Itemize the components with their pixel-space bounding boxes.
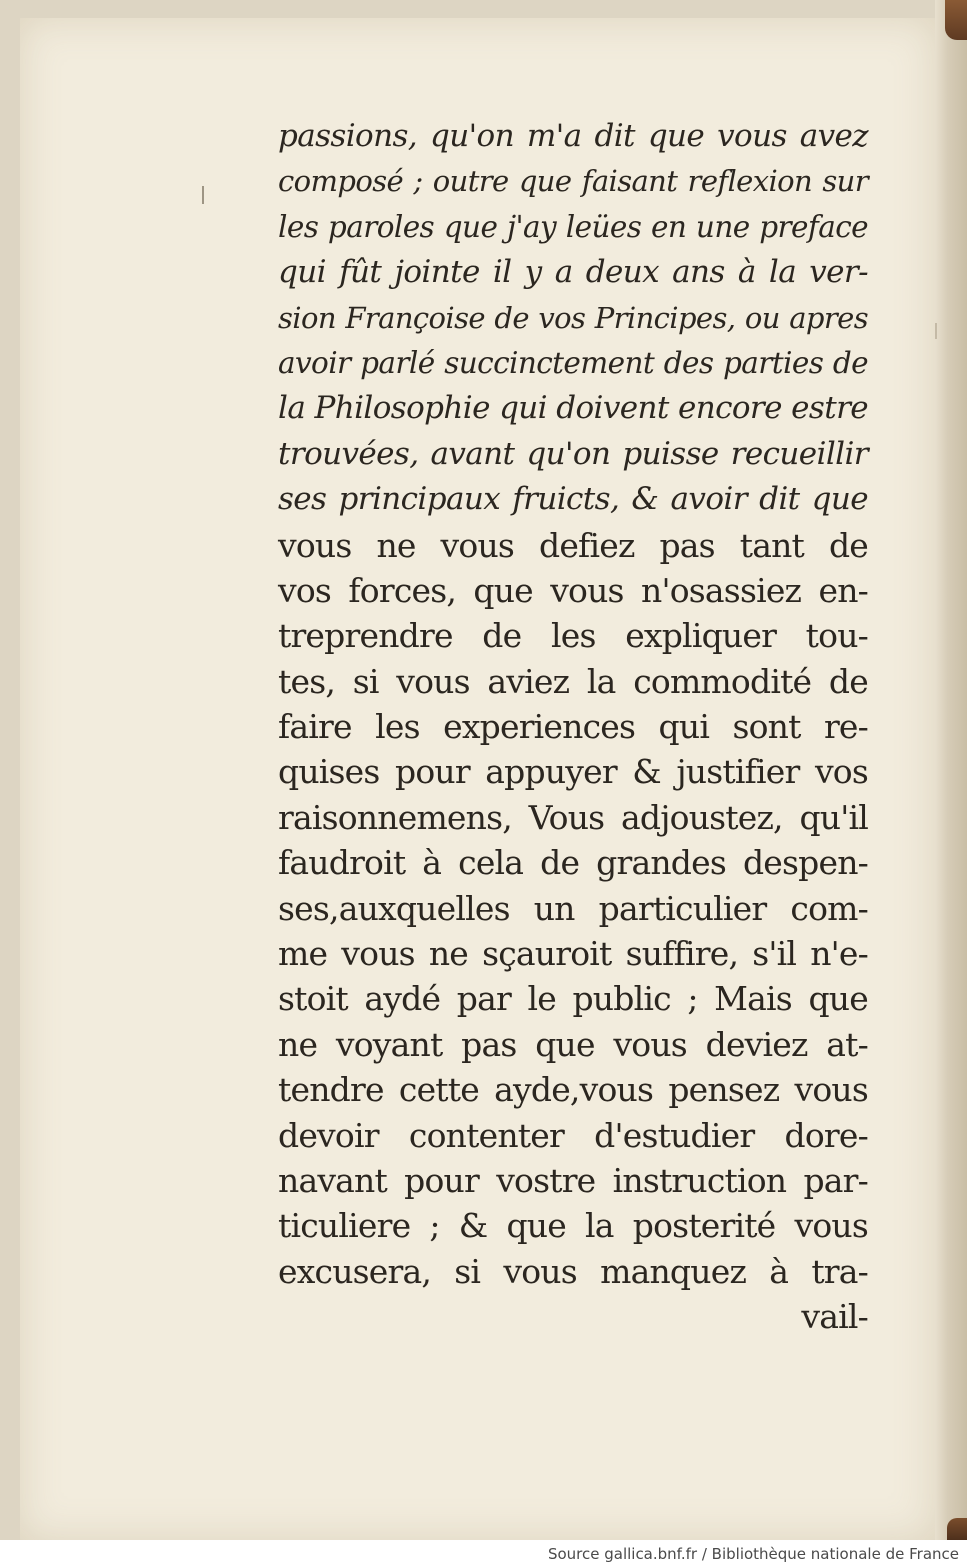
text-line: vos forces, que vous n'osassiez en- — [278, 570, 868, 610]
text-line: sion Françoise de vos Principes, ou apres — [278, 300, 868, 335]
text-line: qui fût jointe il y a deux ans à la ver- — [278, 254, 868, 291]
binding-corner-top — [945, 0, 967, 40]
text-line: avoir parlé succinctement des parties de — [278, 345, 868, 380]
text-line: tes, si vous aviez la commodité de — [278, 661, 868, 701]
text-line: excusera, si vous manquez à tra- — [278, 1251, 868, 1291]
text-line: treprendre de les expliquer tou- — [278, 616, 868, 656]
text-line: tendre cette ayde,vous pensez vous — [278, 1070, 868, 1110]
source-credit: Source gallica.bnf.fr / Bibliothèque nationale de France — [547, 1545, 959, 1563]
text-line: les paroles que j'ay leües en une preface — [278, 209, 868, 244]
footer-bar — [0, 1540, 967, 1566]
margin-mark — [935, 323, 937, 339]
page-text-block — [278, 114, 868, 1340]
text-line: ses principaux fruicts, & avoir dit que — [278, 481, 868, 518]
text-line: faudroit à cela de grandes despen- — [278, 843, 868, 883]
text-line: composé ; outre que faisant reflexion sur — [278, 164, 868, 199]
text-line: ses,auxquelles un particulier com- — [278, 888, 868, 928]
text-line: la Philosophie qui doivent encore estre — [278, 390, 869, 427]
text-line: faire les experiences qui sont re- — [278, 707, 868, 747]
text-line: quises pour appuyer & justifier vos — [278, 752, 868, 792]
text-line: vail- — [801, 1297, 868, 1337]
text-line: trouvées, avant qu'on puisse recueillir — [278, 435, 868, 472]
text-line: passions, qu'on m'a dit que vous avez — [278, 118, 868, 154]
page-edge — [935, 0, 967, 1540]
margin-mark — [202, 186, 204, 204]
text-line: raisonnemens, Vous adjoustez, qu'il — [278, 797, 868, 837]
text-line: ne voyant pas que vous deviez at- — [278, 1024, 868, 1064]
text-line: ticuliere ; & que la posterité vous — [278, 1206, 868, 1246]
binding-corner-bottom — [947, 1518, 967, 1540]
text-line: stoit aydé par le public ; Mais que — [278, 979, 868, 1019]
text-line: vous ne vous defiez pas tant de — [278, 525, 868, 565]
text-line: navant pour vostre instruction par- — [278, 1160, 868, 1200]
text-line: me vous ne sçauroit suffire, s'il n'e- — [278, 934, 868, 974]
text-line: devoir contenter d'estudier dore- — [278, 1115, 868, 1155]
